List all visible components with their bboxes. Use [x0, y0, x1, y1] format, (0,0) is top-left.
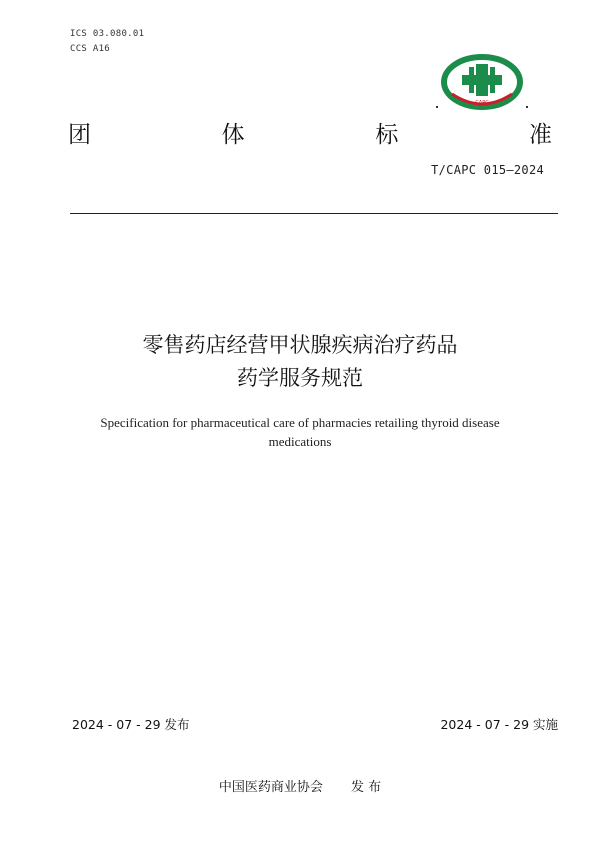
chinese-title [0, 329, 600, 395]
english-title-line-2: medications [268, 434, 332, 449]
chinese-title-line-2: 药学服务规范 [237, 366, 363, 390]
document-category [68, 115, 552, 149]
logo-text: CAPC [475, 100, 489, 106]
category-char-3: 标 [375, 121, 399, 148]
issuer-action: 发 布 [350, 780, 382, 795]
classification-codes [70, 27, 144, 57]
chinese-title-line-1: 零售药店经营甲状腺疾病治疗药品 [142, 333, 458, 357]
header-divider [70, 213, 558, 214]
ccs-code: CCS A16 [70, 44, 111, 54]
category-char-2: 体 [221, 121, 245, 148]
issuing-organization [0, 776, 600, 795]
issuer-name: 中国医药商业协会 [218, 780, 323, 795]
category-char-1: 团 [68, 121, 91, 148]
category-char-4: 准 [528, 121, 552, 148]
publish-date: 2024 - 07 - 29 发布 [72, 717, 190, 732]
english-title-line-1: Specification for pharmaceutical care of pharmacies retailing thyroid disease [100, 415, 500, 430]
standard-number: T/CAPC 015—2024 [431, 163, 544, 177]
english-title [90, 413, 510, 451]
implementation-date: 2024 - 07 - 29 实施 [440, 717, 558, 732]
ics-code: ICS 03.080.01 [70, 29, 145, 39]
capc-logo [436, 54, 528, 110]
